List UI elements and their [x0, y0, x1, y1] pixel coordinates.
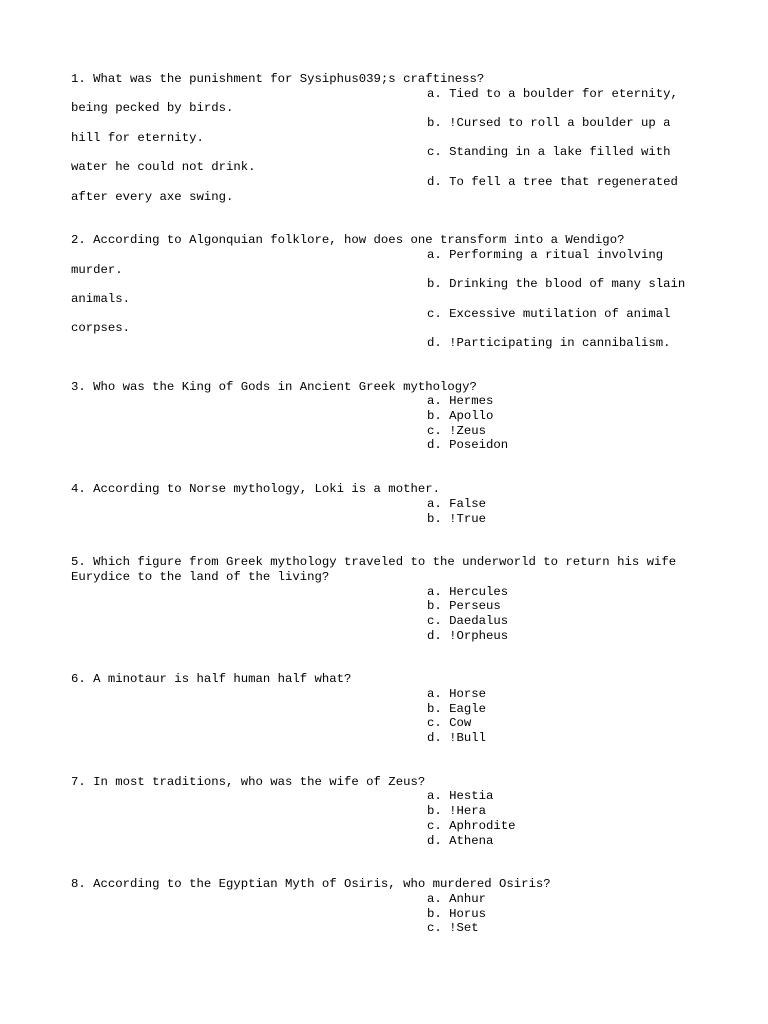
question-text: 1. What was the punishment for Sysiphus039;s craftiness?	[71, 72, 485, 86]
question-text: 5. Which figure from Greek mythology traveled to the underworld to return his wife	[71, 555, 677, 570]
answer-option: c. Standing in a lake filled with	[427, 145, 671, 160]
question-text: 7. In most traditions, who was the wife of Zeus?	[71, 774, 426, 789]
question-block	[71, 482, 751, 526]
answer-option: d. Poseidon	[427, 438, 509, 453]
answer-option: d. !Bull	[427, 731, 487, 746]
text-line: being pecked by birds.	[71, 101, 234, 116]
answer-option: b. !Cursed to roll a boulder up a	[427, 116, 671, 131]
answer-option: a. Horse	[427, 687, 487, 701]
answer-option: c. Daedalus	[427, 613, 509, 628]
question-text: 3. Who was the King of Gods in Ancient Greek mythology?	[71, 379, 477, 394]
answer-option: a. Hestia	[427, 789, 494, 804]
answer-option: b. Horus	[427, 906, 487, 921]
question-block	[71, 775, 751, 848]
text-line: hill for eternity.	[71, 130, 204, 145]
answer-option: c. Cow	[427, 716, 472, 731]
answer-option: d. !Participating in cannibalism.	[427, 336, 671, 350]
question-block	[71, 233, 751, 351]
answer-option: d. Athena	[427, 833, 494, 848]
answer-option: d. !Orpheus	[427, 628, 509, 643]
answer-option: d. To fell a tree that regenerated	[427, 174, 678, 189]
answer-option: c. !Set	[427, 921, 479, 936]
answer-option: b. Eagle	[427, 701, 487, 716]
answer-option: b. !True	[427, 511, 487, 526]
text-line: Eurydice to the land of the living?	[71, 569, 330, 584]
text-line: after every axe swing.	[71, 189, 234, 204]
question-text: 6. A minotaur is half human half what?	[71, 672, 352, 687]
answer-option: b. Perseus	[427, 599, 501, 614]
answer-option: b. Drinking the blood of many slain	[427, 277, 686, 292]
question-block	[71, 555, 751, 643]
answer-option: b. !Hera	[427, 804, 487, 819]
answer-option: a. Hermes	[427, 394, 494, 409]
question-block	[71, 877, 751, 936]
answer-option: a. Hercules	[427, 584, 509, 599]
question-text: 8. According to the Egyptian Myth of Osiris, who murdered Osiris?	[71, 877, 551, 892]
question-block	[71, 72, 751, 204]
answer-option: a. False	[427, 496, 487, 511]
answer-option: c. Excessive mutilation of animal	[427, 306, 671, 321]
question-text: 4. According to Norse mythology, Loki is a mother.	[71, 482, 440, 497]
question-block	[71, 672, 751, 745]
question-text: 2. According to Algonquian folklore, how does one transform into a Wendigo?	[71, 233, 625, 248]
text-line: water he could not drink.	[71, 160, 256, 175]
text-line: murder.	[71, 262, 123, 277]
answer-option: b. Apollo	[427, 409, 494, 424]
answer-option: a. Performing a ritual involving	[427, 247, 664, 262]
question-block	[71, 380, 751, 453]
answer-option: a. Tied to a boulder for eternity,	[427, 86, 678, 101]
text-line: animals.	[71, 291, 131, 306]
quiz-document	[71, 72, 751, 965]
answer-option: c. !Zeus	[427, 423, 487, 438]
answer-option: a. Anhur	[427, 891, 487, 906]
answer-option: c. Aphrodite	[427, 818, 516, 833]
text-line: corpses.	[71, 321, 131, 336]
